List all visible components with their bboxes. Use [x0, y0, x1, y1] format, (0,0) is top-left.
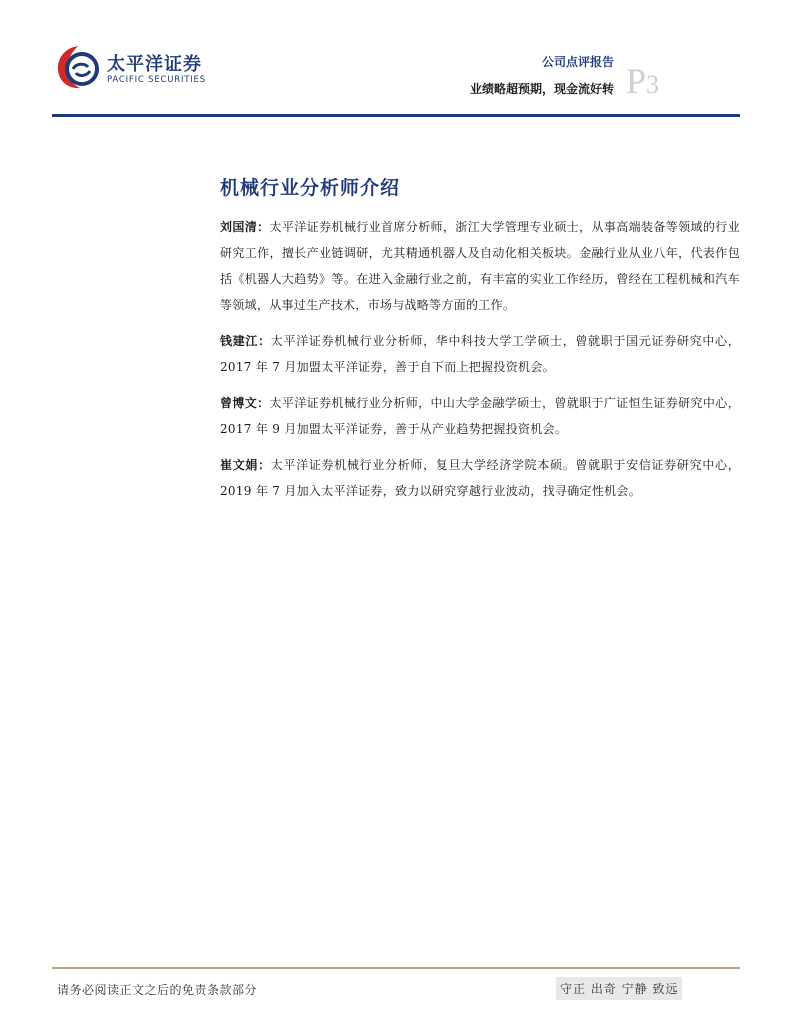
company-logo: [52, 42, 212, 92]
footer-divider: [52, 967, 740, 969]
page-letter: P: [626, 61, 647, 101]
logo-name-en: PACIFIC SECURITIES: [107, 75, 206, 85]
footer-motto: 守正 出奇 宁静 致远: [556, 977, 682, 1000]
analyst-bio-text: 太平洋证券机械行业分析师，华中科技大学工学硕士，曾就职于国元证券研究中心，2017 年 7 月加盟太平洋证券，善于自下而上把握投资机会。: [220, 334, 741, 374]
analyst-name: 钱建江：: [220, 334, 271, 348]
page-digit: 3: [646, 70, 660, 99]
section-title: 机械行业分析师介绍: [220, 177, 401, 199]
pacific-securities-logo-icon: [52, 42, 104, 92]
analyst-name: 刘国清：: [220, 220, 270, 234]
analyst-bio-text: 太平洋证券机械行业首席分析师，浙江大学管理专业硕士，从事高端装备等领域的行业研究工作，擅长产业链调研，尤其精通机器人及自动化相关板块。金融行业从业八年，代表作包括《机器人大趋势》等。在进入金融行业之前，有丰富的实业工作经历，曾经在工程机械和汽车等领域，从事过生产技术，市场与战略等方面的工作。: [220, 220, 740, 312]
analyst-bio: [220, 328, 740, 380]
analyst-bios: [220, 214, 740, 514]
logo-name-cn: 太平洋证券: [107, 54, 202, 75]
report-title: 业绩略超预期，现金流好转: [469, 82, 614, 96]
analyst-bio: [220, 214, 740, 318]
analyst-bio-text: 太平洋证券机械行业分析师，中山大学金融学硕士，曾就职于广证恒生证券研究中心，2017 年 9 月加盟太平洋证券，善于从产业趋势把握投资机会。: [220, 396, 740, 436]
report-type: 公司点评报告: [541, 55, 614, 69]
analyst-bio-text: 太平洋证券机械行业分析师，复旦大学经济学院本硕。曾就职于安信证券研究中心，2019 年 7 月加入太平洋证券，致力以研究穿越行业波动，找寻确定性机会。: [220, 458, 741, 498]
analyst-bio: [220, 390, 740, 442]
analyst-name: 崔文娟：: [220, 458, 271, 472]
footer-disclaimer: 请务必阅读正文之后的免责条款部分: [57, 983, 258, 997]
analyst-name: 曾博文：: [220, 396, 270, 410]
header-divider: [52, 114, 740, 117]
page-number: [626, 60, 659, 102]
analyst-bio: [220, 452, 740, 504]
